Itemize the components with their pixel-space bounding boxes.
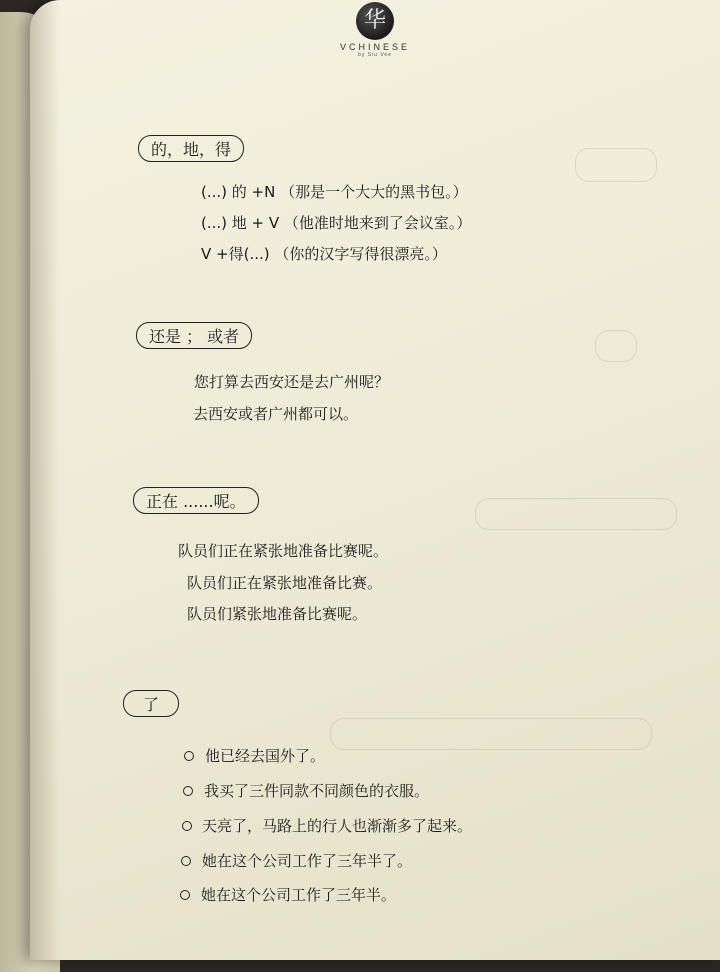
example-line: (...) 地 + V （他准时地来到了会议室。） xyxy=(201,214,472,232)
bleed-through-box xyxy=(595,330,637,362)
bullet-item: 天亮了，马路上的行人也渐渐多了起来。 xyxy=(202,817,473,835)
example-line: 去西安或者广州都可以。 xyxy=(193,405,359,423)
section-title: 还是 ； 或者 xyxy=(136,322,252,349)
section-title: 了 xyxy=(123,690,179,717)
brand-name: VCHINESE xyxy=(339,42,410,52)
logo-glyph: 华 xyxy=(356,2,394,40)
bleed-through-box xyxy=(475,498,677,530)
brand-byline: by Siu Vee xyxy=(358,52,392,58)
bullet-item: 她在这个公司工作了三年半。 xyxy=(201,886,397,904)
bleed-through-box xyxy=(330,718,652,750)
example-line: 您打算去西安还是去广州呢？ xyxy=(194,373,390,391)
section-title: 正在 ......呢。 xyxy=(133,487,259,514)
bullet-icon xyxy=(184,751,194,761)
book-page xyxy=(30,0,720,960)
bullet-icon xyxy=(180,890,190,900)
example-line: V +得(...) （你的汉字写得很漂亮。） xyxy=(201,245,447,263)
bullet-icon xyxy=(183,786,193,796)
section-title: 的，地，得 xyxy=(138,135,244,162)
bullet-icon xyxy=(182,821,192,831)
example-line: 队员们紧张地准备比赛呢。 xyxy=(187,605,368,623)
example-line: 队员们正在紧张地准备比赛。 xyxy=(187,574,383,592)
example-line: (...) 的 +N （那是一个大大的黑书包。） xyxy=(201,183,468,201)
bullet-item: 她在这个公司工作了三年半了。 xyxy=(202,852,413,870)
bleed-through-box xyxy=(575,148,657,182)
brand-logo xyxy=(315,0,435,58)
bullet-item: 我买了三件同款不同颜色的衣服。 xyxy=(204,782,430,800)
example-line: 队员们正在紧张地准备比赛呢。 xyxy=(178,542,389,560)
bullet-item: 他已经去国外了。 xyxy=(205,747,326,765)
bullet-icon xyxy=(181,856,191,866)
